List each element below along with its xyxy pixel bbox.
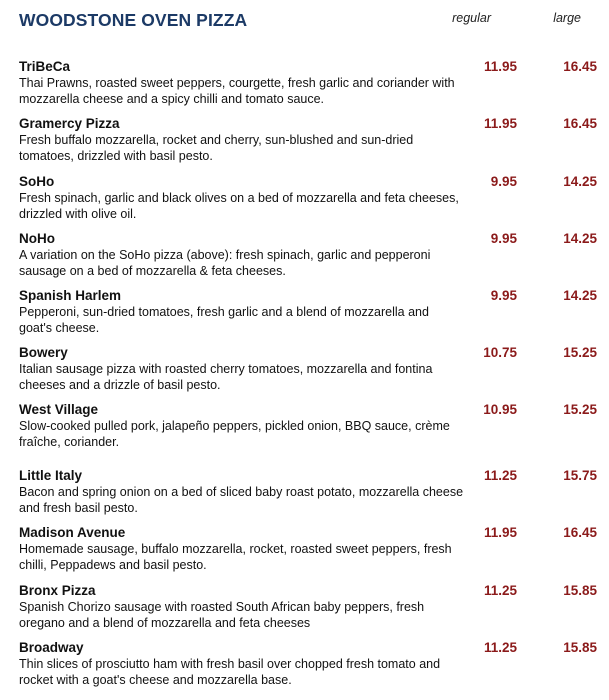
price-regular: 11.95 [483, 116, 517, 131]
price-large: 15.75 [563, 468, 597, 483]
menu-item [19, 59, 597, 107]
item-description: Thin slices of prosciutto ham with fresh basil over chopped fresh tomato and rocket with a goat's cheese and mozzarella base. [19, 657, 441, 687]
item-description: Pepperoni, sun-dried tomatoes, fresh garlic and a blend of mozzarella and goat's cheese. [19, 305, 429, 335]
price-regular: 11.95 [483, 525, 517, 540]
menu-item [19, 231, 597, 279]
item-name: West Village [19, 402, 99, 417]
price-large: 16.45 [563, 116, 597, 131]
price-regular: 11.25 [483, 640, 517, 655]
price-large: 14.25 [563, 231, 597, 246]
menu-item [19, 288, 597, 336]
price-regular: 11.25 [483, 468, 517, 483]
item-description: A variation on the SoHo pizza (above): fresh spinach, garlic and pepperoni sausage on a bed of mozzarella & feta cheeses. [19, 248, 431, 278]
menu-item [19, 525, 597, 573]
item-description: Fresh buffalo mozzarella, rocket and cherry, sun-blushed and sun-dried tomatoes, drizzled with basil pesto. [19, 133, 414, 163]
item-description: Italian sausage pizza with roasted cherry tomatoes, mozzarella and fontina cheeses and a drizzle of basil pesto. [19, 362, 433, 392]
item-name: Little Italy [19, 468, 83, 483]
item-description: Slow-cooked pulled pork, jalapeño peppers, pickled onion, BBQ sauce, crème fraîche, coriander. [19, 419, 450, 449]
item-description: Spanish Chorizo sausage with roasted South African baby peppers, fresh oregano and a blend of mozzarella and feta cheeses [19, 600, 425, 630]
item-description: Homemade sausage, buffalo mozzarella, rocket, roasted sweet peppers, fresh chilli, Peppadews and basil pesto. [19, 542, 452, 572]
price-regular: 9.95 [490, 288, 517, 303]
price-regular: 11.25 [483, 583, 517, 598]
menu-title: WOODSTONE OVEN PIZZA [19, 10, 248, 30]
menu-item [19, 345, 597, 393]
menu-item [19, 583, 597, 631]
price-large: 16.45 [563, 525, 597, 540]
price-large: 15.25 [563, 345, 597, 360]
price-large: 15.85 [563, 583, 597, 598]
menu-item [19, 468, 597, 516]
menu-item [19, 402, 597, 450]
price-large: 15.85 [563, 640, 597, 655]
menu-item [19, 174, 597, 222]
price-large: 15.25 [563, 402, 597, 417]
item-name: Spanish Harlem [19, 288, 122, 303]
item-name: Bronx Pizza [19, 583, 96, 598]
item-description: Thai Prawns, roasted sweet peppers, courgette, fresh garlic and coriander with mozzarella cheese and a spicy chilli and tomato sauce. [19, 76, 455, 106]
price-regular: 10.75 [483, 345, 517, 360]
item-name: Gramercy Pizza [19, 116, 120, 131]
item-description: Bacon and spring onion on a bed of sliced baby roast potato, mozzarella cheese and fresh basil pesto. [19, 485, 464, 515]
item-name: NoHo [19, 231, 55, 246]
menu-item [19, 116, 597, 164]
item-name: Bowery [19, 345, 68, 360]
item-name: TriBeCa [19, 59, 71, 74]
price-regular: 11.95 [483, 59, 517, 74]
column-header-large: large [553, 11, 581, 25]
item-name: Madison Avenue [19, 525, 126, 540]
price-large: 16.45 [563, 59, 597, 74]
column-header-regular: regular [452, 11, 491, 25]
price-regular: 10.95 [483, 402, 517, 417]
item-name: Broadway [19, 640, 84, 655]
price-regular: 9.95 [490, 231, 517, 246]
item-name: SoHo [19, 174, 55, 189]
price-large: 14.25 [563, 174, 597, 189]
menu-item [19, 640, 597, 688]
price-regular: 9.95 [490, 174, 517, 189]
price-large: 14.25 [563, 288, 597, 303]
item-description: Fresh spinach, garlic and black olives on a bed of mozzarella and feta cheeses, drizzled with olive oil. [19, 191, 459, 221]
